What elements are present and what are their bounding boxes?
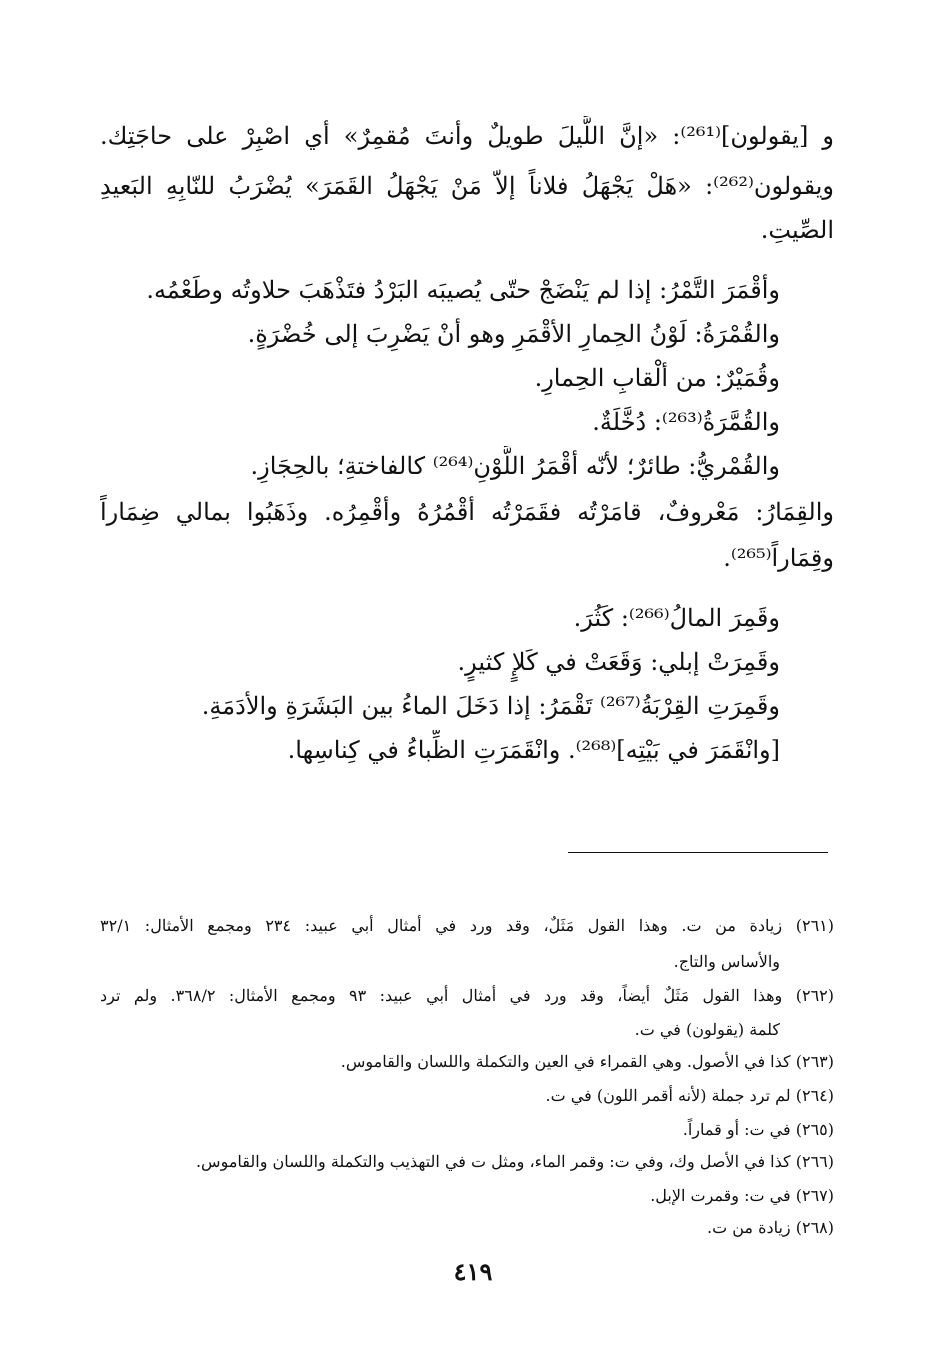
footnote-line: (٢٦٣) كذا في الأصول. وهي القمراء في العين والتكملة واللسان والقاموس. <box>340 1052 834 1071</box>
text-line: و [يقولون]⁽²⁶¹⁾: «إنَّ اللَّيلَ طويلٌ وأنتَ مُقمِرٌ» أي اصْبِرْ على حاجَتِك. <box>100 122 834 150</box>
text-line: وقَمِرَتْ إبلي: وَقَعَتْ في كَلإٍ كثيرٍ. <box>457 648 780 676</box>
text-line: والقُمَّرَةُ⁽²⁶³⁾: دُخَّلَةٌ. <box>592 408 780 436</box>
footnote-line: (٢٦٤) لم ترد جملة (لأنه أقمر اللون) في ت. <box>545 1086 834 1105</box>
page-number: ٤١٩ <box>453 1257 493 1286</box>
text-line: والقُمْرَةُ: لَوْنُ الحِمارِ الأقْمَرِ وهو أنْ يَضْرِبَ إلى خُضْرَةٍ. <box>247 320 780 348</box>
text-line: وقُمَيْرٌ: من ألْقابِ الحِمارِ. <box>534 364 780 392</box>
text-line: والقِمَارُ: مَعْروفٌ، قامَرْتُه فقَمَرْتُه أقْمُرُهُ وأقْمِرُه. وذَهَبُوا بمالي ضِمَاراً <box>100 498 834 526</box>
footnote-line: (٢٦٦) كذا في الأصل وك، وفي ت: وقمر الماء، ومثل ت في التهذيب والتكملة واللسان والقاموس. <box>195 1152 834 1171</box>
footnote-line: (٢٦٥) في ت: أو قماراً. <box>682 1120 834 1139</box>
text-line: ويقولون⁽²⁶²⁾: «هَلْ يَجْهَلُ فلاناً إلاّ مَنْ يَجْهَلُ القَمَرَ» يُضْرَبُ للنّابِهِ البَعيدِ <box>100 172 834 200</box>
text-line: وقَمِرَتِ القِرْبَةُ⁽²⁶⁷⁾ تَقْمَرُ: إذا دَخَلَ الماءُ بين البَشَرَةِ والأدَمَةِ. <box>201 692 780 720</box>
footnote-line: (٢٦٧) في ت: وقمرت الإبل. <box>650 1186 834 1205</box>
text-line: [وانْقَمَرَ في بَيْتِه]⁽²⁶⁸⁾. وانْقَمَرَتِ الظِّباءُ في كِناسِها. <box>287 736 780 764</box>
text-line: وقِمَاراً⁽²⁶⁵⁾. <box>723 544 834 572</box>
footnote-line: (٢٦٨) زيادة من ت. <box>707 1218 834 1237</box>
footnote-line: (٢٦١) زيادة من ت. وهذا القول مَثَلٌ، وقد ورد في أمثال أبي عبيد: ٢٣٤ ومجمع الأمثال: ٣٢/١ <box>100 916 834 935</box>
footnote-divider <box>568 852 828 853</box>
footnote-line: (٢٦٢) وهذا القول مَثَلٌ أيضاً، وقد ورد في أمثال أبي عبيد: ٩٣ ومجمع الأمثال: ٣٦٨/٢. ولم ترد <box>100 986 834 1005</box>
text-line: الصِّيتِ. <box>760 216 834 244</box>
footnote-line: كلمة (يقولون) في ت. <box>634 1020 780 1039</box>
text-line: والقُمْريُّ: طائرٌ؛ لأنّه أقْمَرُ اللَّوْنِ⁽²⁶⁴⁾ كالفاختةِ؛ بالحِجَازِ. <box>250 452 780 480</box>
footnote-line: والأساس والتاج. <box>673 952 780 971</box>
text-line: وقَمِرَ المالُ⁽²⁶⁶⁾: كَثُرَ. <box>573 604 780 632</box>
text-line: وأقْمَرَ التَّمْرُ: إذا لم يَنْضَجْ حتّى يُصيبَه البَرْدُ فتَذْهَبَ حلاوتُه وطَعْمُه. <box>146 276 780 304</box>
